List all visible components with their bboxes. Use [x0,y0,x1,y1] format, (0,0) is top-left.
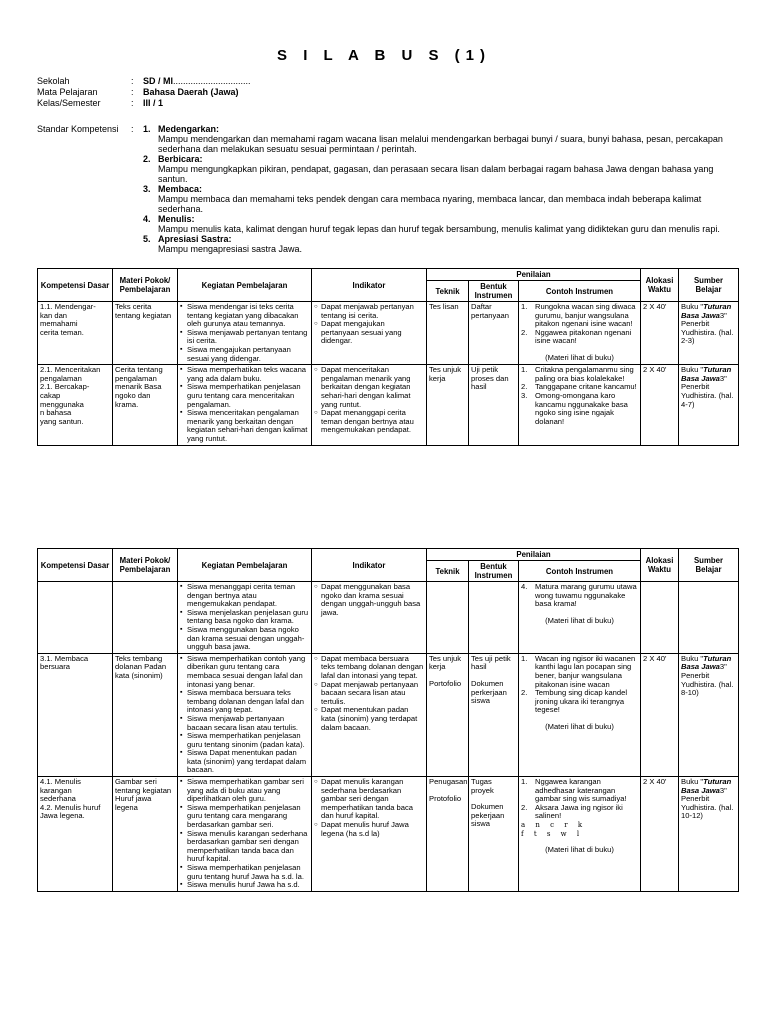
standar-text: Mampu mengungkapkan pikiran, pendapat, gagasan, dan perasaan secara lisan dalam berbagai ragam bahasa Jawa dengan bahasa yang santun. [158,164,714,184]
contoh-number: 3. [521,390,528,400]
indikator-item: ○ Dapat membaca bersuara teks tembang dolanan dengan lafal dan intonasi yang tepat. [314,655,424,681]
cell-indikator [312,582,427,654]
sumber-text [681,303,736,346]
kegiatan-item: ▪ Siswa membaca bersuara teks tembang dolanan dengan lafal dan intonasi yang tepat. [180,689,309,715]
cell-bentuk [469,302,519,365]
standar-item [143,234,737,254]
standar-colon: : [131,124,134,134]
aksara-jawa-line-2: f t s w l [521,829,584,838]
standar-body [158,154,737,184]
indikator-item: ○ Dapat menceritakan pengalaman menarik yang berkaitan dengan kegiatan sehari-hari dengan kalimat yang runtut. [314,366,424,409]
kegiatan-item: ▪ Siswa menjelaskan penjelasan guru tentang basa ngoko dan krama. [180,609,309,626]
contoh-text: Matura marang gurumu utawa wong tuwamu nggunakake basa krama! [535,582,637,609]
contoh-number: 2. [521,327,528,337]
cell-indikator [312,365,427,445]
sumber-book-title: Tuturan Basa Jawa [681,365,732,383]
aksara-jawa-line-1: a n c r k [521,821,587,830]
cell-alokasi [641,365,679,445]
contoh-list [521,778,638,821]
table-row [38,302,739,365]
header-penilaian: Penilaian [427,269,641,281]
cell-sumber [679,582,739,654]
cell-materi [113,302,178,365]
materi-note: (Materi lihat di buku) [545,615,614,625]
page-title: S I L A B U S (1) [277,47,491,64]
contoh-text: Critakna pengalamanmu sing paling ora bias kolalekake! [535,365,634,383]
indikator-list [314,778,424,838]
contoh-list [521,583,638,609]
standar-item [143,214,737,234]
kompetensi-line: pengalaman [40,373,82,383]
contoh-text: Tembung sing dicap kandel jroning ukara iki terangnya tegese! [535,688,628,715]
contoh-text: Omong-omonganа karo kancamu nggunakake basa ngoko sing isine ngajak dolanan! [535,390,628,426]
cell-kegiatan [178,582,312,654]
info-row-mata-pelajaran [37,87,251,98]
standar-number: 5. [143,234,151,244]
sumber-prefix: Buku " [681,302,704,311]
standar-title: Berbicara: [158,154,203,164]
contoh-item [521,689,638,715]
header-contoh: Contoh Instrumen [519,281,641,302]
header-materi: Materi Pokok/ Pembelajaran [113,269,178,302]
indikator-list [314,655,424,732]
cell-teknik [427,777,469,892]
materi-text: Teks tembang dolanan Padan kata (sinonim) [115,653,167,680]
header-bentuk: Bentuk Instrumen [469,281,519,302]
indikator-item: ○ Dapat menanggapi cerita teman dengan bertnya atau mengemukakan pendapat. [314,409,424,435]
teknik-text: Penugasan [429,777,468,787]
contoh-item [521,655,638,689]
standar-text: Mampu mengapresiasi sastra Jawa. [158,244,303,254]
cell-indikator [312,653,427,776]
alokasi-text: 2 X 40' [643,777,667,787]
standar-number: 4. [143,214,151,224]
kompetensi-line: memahami [40,319,78,329]
indikator-list [314,366,424,435]
bentuk-text: Daftar pertanyaan [471,302,509,320]
contoh-list [521,303,638,346]
contoh-number: 2. [521,382,528,392]
cell-teknik [427,302,469,365]
kompetensi-line: n bahasa [40,408,72,418]
standar-body [158,214,720,234]
syllabus-table-2 [37,548,739,892]
teknik-text-2: Protofolio [429,793,462,803]
cell-contoh [519,365,641,445]
info-label: Kelas/Semester [37,98,101,108]
cell-kompetensi [38,582,113,654]
header-kegiatan: Kegiatan Pembelajaran [178,269,312,302]
kompetensi-line: 1.1. Mendengar- [40,302,96,311]
standar-item [143,154,737,184]
standar-item [143,184,737,214]
standar-body [158,124,737,154]
indikator-item: ○ Dapat mengajukan pertanyaan sesuai yang didengar. [314,320,424,346]
standar-title: Membaca: [158,184,203,194]
standar-item [143,124,737,154]
sumber-text [681,655,736,698]
sumber-book-title: Tuturan Basa Jawa [681,302,732,320]
info-row-sekolah [37,76,251,87]
sumber-prefix: Buku " [681,365,704,375]
cell-sumber [679,302,739,365]
cell-kegiatan [178,365,312,445]
kegiatan-list [180,778,309,890]
cell-contoh [519,653,641,776]
contoh-number: 1. [521,302,528,311]
contoh-number: 1. [521,777,528,787]
header-kompetensi: Kompetensi Dasar [38,549,113,582]
contoh-item [521,778,638,804]
standar-body [158,234,302,254]
cell-materi [113,653,178,776]
cell-materi [113,777,178,892]
standar-body [158,184,737,214]
header-sumber: Sumber Belajar [679,549,739,582]
cell-teknik [427,653,469,776]
kompetensi-line: cakap [40,390,61,400]
syllabus-table-1 [37,268,739,446]
header-teknik: Teknik [427,561,469,582]
standar-text: Mampu membaca dan memahami teks pendek dengan cara membaca nyaring, membaca lancar, dan membaca indah beberapa kalimat sederhana. [158,194,702,214]
contoh-list [521,655,638,715]
teknik-text-2: Portofolio [429,678,462,688]
cell-sumber [679,777,739,892]
header-contoh: Contoh Instrumen [519,561,641,582]
header-sumber: Sumber Belajar [679,269,739,302]
cell-kompetensi [38,302,113,365]
contoh-text: Nggawea karangan adhedhasar katerangan gambar sing wis sumadiya! [535,777,627,804]
sumber-prefix: Buku " [681,653,704,663]
sumber-text [681,778,736,821]
cell-teknik [427,365,469,445]
info-colon: : [131,87,134,97]
kegiatan-item: ▪ Siswa memperhatikan penjelasan guru tentang sinonim (padan kata). [180,732,309,749]
header-alokasi: Alokasi Waktu [641,549,679,582]
contoh-text: Aksara Jawa ing ngisor iki salinen! [535,802,623,821]
cell-materi [113,365,178,445]
materi-text: Teks cerita tentang kegiatan [115,302,172,320]
cell-kompetensi [38,653,113,776]
info-value: Bahasa Daerah (Jawa) [143,87,239,97]
indikator-list [314,303,424,346]
bentuk-text: Uji petik proses dan hasil [471,365,509,392]
kompetensi-line: 4.2. Menulis huruf [40,802,101,812]
materi-note: (Materi lihat di buku) [545,845,614,855]
cell-contoh [519,777,641,892]
materi-note: (Materi lihat di buku) [545,721,614,731]
indikator-item: ○ Dapat menjawab pertanyaan bacaan secara lisan atau tertulis. [314,681,424,707]
standar-number: 2. [143,154,151,164]
kegiatan-item: ▪ Siswa memperhatikan gambar seri yang ada di buku atau yang diperlihatkan oleh guru. [180,778,309,804]
header-kompetensi: Kompetensi Dasar [38,269,113,302]
materi-note: (Materi lihat di buku) [545,352,614,362]
kompetensi-line: menggunaka [40,399,84,409]
contoh-number: 1. [521,365,528,375]
contoh-item [521,583,638,609]
cell-bentuk [469,653,519,776]
contoh-item [521,392,638,426]
info-colon: : [131,76,134,86]
sumber-prefix: Buku " [681,777,704,787]
cell-alokasi [641,777,679,892]
indikator-item: ○ Dapat menentukan padan kata (sinonim) yang terdapat dalam bacaan. [314,706,424,732]
indikator-list [314,583,424,617]
indikator-item: ○ Dapat menggunakan basa ngoko dan krama sesuai dengan unggah-ungguh basa jawa. [314,583,424,617]
sumber-suffix: 3" Penerbit Yudhistira. (hal. 2-3) [681,310,734,346]
cell-contoh [519,582,641,654]
cell-bentuk [469,582,519,654]
teknik-text: Tes unjuk kerja [429,653,462,672]
cell-kegiatan [178,777,312,892]
info-colon: : [131,98,134,108]
kegiatan-item: ▪ Siswa menjawab pertanyaan bacaan secara lisan atau tertulis. [180,715,309,732]
sumber-suffix: 3" Penerbit Yudhistira. (hal. 10-12) [681,785,734,821]
contoh-item [521,303,638,329]
kegiatan-item: ▪ Siswa memperhatikan contoh yang diberikan guru tentang cara membaca sesuai dengan lafal dan intonasi yang benar. [180,655,309,689]
table-row [38,365,739,445]
kegiatan-item: ▪ Siswa memperhatikan penjelasan guru tentang cara menceritakan pengalaman. [180,383,309,409]
kegiatan-item: ▪ Siswa menanggapi cerita teman dengan bertnya atau mengemukakan pendapat. [180,583,309,609]
contoh-text: Rungokna wacan sing diwaca gurumu, banjur wangsulana pitakon ngenani isine wacan! [535,302,636,329]
materi-text: Cerita tentang pengalaman menarik Basa ngoko dan krama. [115,365,163,409]
kegiatan-list [180,655,309,775]
standar-kompetensi [37,124,737,254]
contoh-item [521,366,638,383]
kegiatan-item: ▪ Siswa menjawab pertanyan tentang isi cerita. [180,329,309,346]
standar-text: Mampu menulis kata, kalimat dengan huruf tegak lepas dan huruf tegak bersambung, menulis kalimat yang didiktekan guru dan menulis rapi. [158,224,720,234]
kegiatan-list [180,303,309,363]
contoh-text: Nggawea pitakonan ngenani isine wacan! [535,327,632,346]
teknik-text: Tes unjuk kerja [429,365,462,383]
kompetensi-line: yang santun. [40,416,84,426]
kompetensi-line: 3.1. Membaca [40,653,89,663]
cell-alokasi [641,582,679,654]
sumber-book-title: Tuturan Basa Jawa [681,653,732,672]
kompetensi-line: sederhana [40,794,76,804]
kegiatan-item: ▪ Siswa menulis karangan sederhana berdasarkan gambar seri dengan memperhatikan tanda baca dan huruf kapital. [180,830,309,864]
header-indikator: Indikator [312,269,427,302]
alokasi-text: 2 X 40' [643,302,667,311]
standar-label: Standar Kompetensi [37,124,119,134]
cell-indikator [312,302,427,365]
contoh-number: 4. [521,582,528,591]
sumber-book-title: Tuturan Basa Jawa [681,777,732,795]
cell-sumber [679,365,739,445]
info-value: SD / MI [143,76,174,86]
kegiatan-item: ▪ Siswa Dapat menentukan padan kata (sinonim) yang terdapat dalam bacaan. [180,749,309,775]
cell-contoh [519,302,641,365]
contoh-item [521,804,638,821]
standar-number: 3. [143,184,151,194]
indikator-item: ○ Dapat menjawab pertanyan tentang isi cerita. [314,303,424,320]
contoh-text: Wacan ing ngisor iki wacanen kanthi lagu lan pocapan sing bener, banjur wangsulana pitakonan isine wacan [535,653,636,689]
contoh-number: 2. [521,688,528,698]
contoh-number: 2. [521,802,528,812]
kegiatan-list [180,583,309,652]
info-label: Mata Pelajaran [37,87,98,97]
standar-list [143,124,737,254]
materi-text: Gambar seri tentang kegiatan Huruf jawa legena [115,777,172,812]
header-materi: Materi Pokok/ Pembelajaran [113,549,178,582]
cell-kompetensi [38,365,113,445]
indikator-item: ○ Dapat menulis karangan sederhana berdasarkan gambar seri dengan memperhatikan tanda baca dan huruf kapital. [314,778,424,821]
bentuk-text-2: Dokumen pekerjaan siswa [471,802,505,829]
table-row [38,582,739,654]
cell-materi [113,582,178,654]
header-teknik: Teknik [427,281,469,302]
table-row [38,653,739,776]
kegiatan-item: ▪ Siswa menggunakan basa ngoko dan krama sesuai dengan unggah-ungguh basa jawa. [180,626,309,652]
header-indikator: Indikator [312,549,427,582]
contoh-text: Tanggapane critane kancamu! [535,382,637,392]
kegiatan-item: ▪ Siswa mendengar isi teks cerita tentang kegiatan yang dibacakan oleh gurunya atau temannya. [180,303,309,329]
header-alokasi: Alokasi Waktu [641,269,679,302]
table-row [38,777,739,892]
contoh-number: 1. [521,653,528,663]
standar-title: Menulis: [158,214,195,224]
kompetensi-line: bersuara [40,662,70,672]
info-row-kelas [37,98,251,109]
info-suffix: ............................... [173,76,251,86]
bentuk-text: Tugas proyek [471,777,494,795]
kompetensi-line: Jawa legena. [40,811,85,821]
header-bentuk: Bentuk Instrumen [469,561,519,582]
kegiatan-item: ▪ Siswa menulis huruf Jawa ha s.d. [180,881,309,890]
kegiatan-item: ▪ Siswa menceritakan pengalaman menarik yang berkaitan dengan kegiatan sehari-hari dengan kalimat yang runtut. [180,409,309,443]
sumber-suffix: 3" Penerbit Yudhistira. (hal. 8-10) [681,662,734,698]
kompetensi-line: 4.1. Menulis [40,777,81,787]
indikator-item: ○ Dapat menulis huruf Jawa legena (ha s.d la) [314,821,424,838]
kompetensi-line: karangan [40,785,72,795]
cell-bentuk [469,365,519,445]
sumber-text [681,366,736,409]
standar-number: 1. [143,124,151,134]
kegiatan-item: ▪ Siswa memperhatikan teks wacana yang ada dalam buku. [180,366,309,383]
cell-teknik [427,582,469,654]
teknik-text: Tes lisan [429,302,459,311]
school-info [37,76,251,109]
sumber-suffix: 3" Penerbit Yudhistira. (hal. 4-7) [681,373,734,409]
kegiatan-list [180,366,309,443]
kompetensi-line: 2.1. Bercakap- [40,382,90,392]
alokasi-text: 2 X 40' [643,365,667,375]
kegiatan-item: ▪ Siswa memperhatikan penjelasan guru tentang cara mengarang berdasarkan gambar seri. [180,804,309,830]
kompetensi-line: 2.1. Menceritakan [40,365,101,375]
header-penilaian: Penilaian [427,549,641,561]
cell-alokasi [641,302,679,365]
info-value: III / 1 [143,98,164,108]
standar-text: Mampu mendengarkan dan memahami ragam wacana lisan melalui mendengarkan berbagai bunyi / suara, bunyi bahasa, pesan, percakapan sederhana dan melakukan sesuatu sesuai permintaan / perintah. [158,134,723,154]
kompetensi-line: cerita teman. [40,327,84,337]
bentuk-text: Tes uji petik hasil [471,653,511,672]
standar-title: Medengarkan: [158,124,220,134]
cell-kegiatan [178,302,312,365]
cell-kegiatan [178,653,312,776]
alokasi-text: 2 X 40' [643,653,667,663]
info-label: Sekolah [37,76,70,86]
cell-alokasi [641,653,679,776]
kegiatan-item: ▪ Siswa mengajukan pertanyaan sesuai yang didengar. [180,346,309,363]
cell-bentuk [469,777,519,892]
kompetensi-line: kan dan [40,310,68,320]
header-kegiatan: Kegiatan Pembelajaran [178,549,312,582]
cell-kompetensi [38,777,113,892]
cell-indikator [312,777,427,892]
cell-sumber [679,653,739,776]
contoh-list [521,366,638,426]
contoh-item [521,329,638,346]
standar-title: Apresiasi Sastra: [158,234,232,244]
bentuk-text-2: Dokumen perkerjaan siswa [471,678,507,706]
kegiatan-item: ▪ Siswa memperhatikan penjelasan guru tentang huruf Jawa ha s.d. la. [180,864,309,881]
